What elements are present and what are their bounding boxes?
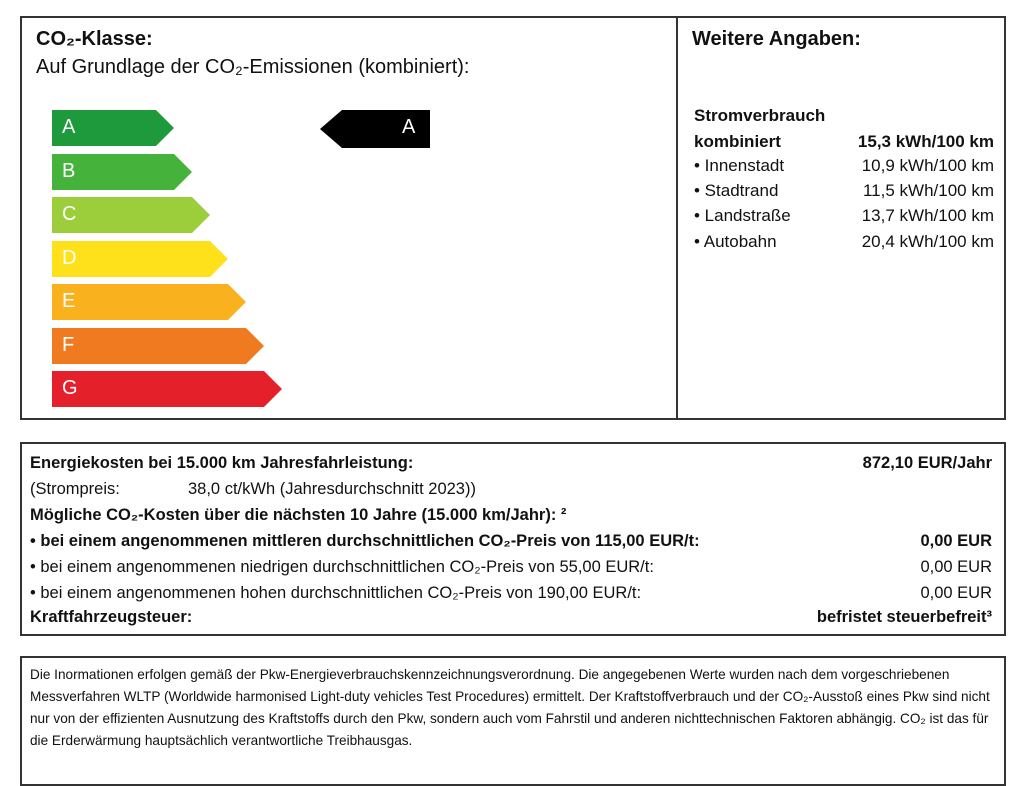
consumption-value: 13,7 kWh/100 km [861, 206, 994, 225]
co2-class-letter: G [62, 377, 78, 399]
consumption-row-stadtrand [694, 181, 994, 205]
co2-class-bar-b [52, 154, 192, 190]
electricity-price-row [30, 480, 992, 504]
co2-class-panel [20, 16, 678, 420]
power-consumption-title: Stromverbrauch [694, 106, 826, 125]
scenario-label: • bei einem angenommenen niedrigen durchschnittlichen CO₂-Preis von 55,00 EUR/t: [30, 558, 654, 576]
consumption-row-autobahn [694, 232, 994, 256]
co2-class-letter: E [62, 290, 76, 312]
additional-info-panel [676, 16, 1006, 420]
co2-class-bar-f [52, 328, 264, 364]
energy-costs-row [30, 454, 992, 478]
consumption-value: 20,4 kWh/100 km [861, 232, 994, 251]
vehicle-tax-value: befristet steuerbefreit³ [816, 608, 992, 626]
co2-class-letter: C [62, 203, 77, 225]
legal-notice-panel [20, 656, 1006, 786]
co2-costs-label: Mögliche CO₂-Kosten über die nächsten 10 Jahre (15.000 km/Jahr): ² [30, 506, 567, 524]
consumption-row-innenstadt [694, 156, 994, 180]
co2-class-bar-c [52, 197, 210, 233]
energy-costs-value: 872,10 EUR/Jahr [862, 454, 992, 472]
vehicle-tax-label: Kraftfahrzeugsteuer: [30, 608, 193, 626]
consumption-row-combined [694, 132, 994, 156]
co2-scenario-medium [30, 532, 992, 556]
scenario-value: 0,00 EUR [920, 532, 992, 550]
electricity-price-label: (Strompreis: [30, 480, 120, 498]
scenario-label: • bei einem angenommenen hohen durchschnittlichen CO₂-Preis von 190,00 EUR/t: [30, 584, 642, 602]
energy-costs-panel [20, 442, 1006, 636]
consumption-label: kombiniert [694, 132, 781, 151]
co2-class-bar-e [52, 284, 246, 320]
electricity-price-value: 38,0 ct/kWh (Jahresdurchschnitt 2023)) [188, 480, 476, 498]
co2-class-letter: D [62, 246, 77, 269]
consumption-value: 11,5 kWh/100 km [862, 181, 994, 200]
scenario-value: 0,00 EUR [920, 558, 992, 576]
vehicle-tax-row [30, 608, 992, 632]
co2-class-bar-d [52, 241, 228, 277]
consumption-label: • Stadtrand [694, 181, 779, 200]
consumption-label: • Innenstadt [694, 156, 785, 175]
consumption-row-landstrasse [694, 206, 994, 230]
scenario-value: 0,00 EUR [920, 584, 992, 602]
consumption-label: • Landstraße [694, 206, 791, 225]
co2-class-bar-a [52, 110, 174, 146]
co2-class-letter: B [62, 159, 76, 182]
co2-class-letter: A [62, 116, 76, 138]
scenario-label: • bei einem angenommenen mittleren durchschnittlichen CO₂-Preis von 115,00 EUR/t: [30, 532, 700, 550]
consumption-value: 10,9 kWh/100 km [861, 156, 994, 175]
additional-info-title: Weitere Angaben: [692, 28, 861, 50]
current-class-letter: A [402, 116, 416, 138]
co2-costs-heading [30, 506, 992, 530]
energy-costs-label: Energiekosten bei 15.000 km Jahresfahrleistung: [30, 454, 414, 472]
consumption-value: 15,3 kWh/100 km [857, 132, 994, 151]
co2-class-bar-g [52, 371, 282, 407]
consumption-label: • Autobahn [694, 232, 777, 251]
co2-scenario-low [30, 558, 992, 582]
co2-class-letter: F [62, 333, 75, 356]
co2-scenario-high [30, 584, 992, 608]
co2-class-subtitle: Auf Grundlage der CO₂-Emissionen (kombiniert): [36, 56, 470, 78]
legal-notice-text: Die Inormationen erfolgen gemäß der Pkw-Energieverbrauchskennzeichnungsverordnung. Die angegebenen Werte wurden nach dem vorgeschriebenen Messverfahren WLTP (Worldwide harmonised Light-duty vehicles Test Procedures) ermittelt. Der Kraftstoffverbrauch und der CO₂-Ausstoß eines Pkw sind nicht nur von der effizienten Ausnutzung des Kraftstoffs durch den Pkw, sondern auch vom Fahrstil und anderen nichttechnischen Faktoren abhängig. CO₂ ist das für die Erderwärmung hauptsächlich verantwortliche Treibhausgas. [30, 667, 990, 748]
co2-class-title: CO₂-Klasse: [36, 28, 153, 50]
